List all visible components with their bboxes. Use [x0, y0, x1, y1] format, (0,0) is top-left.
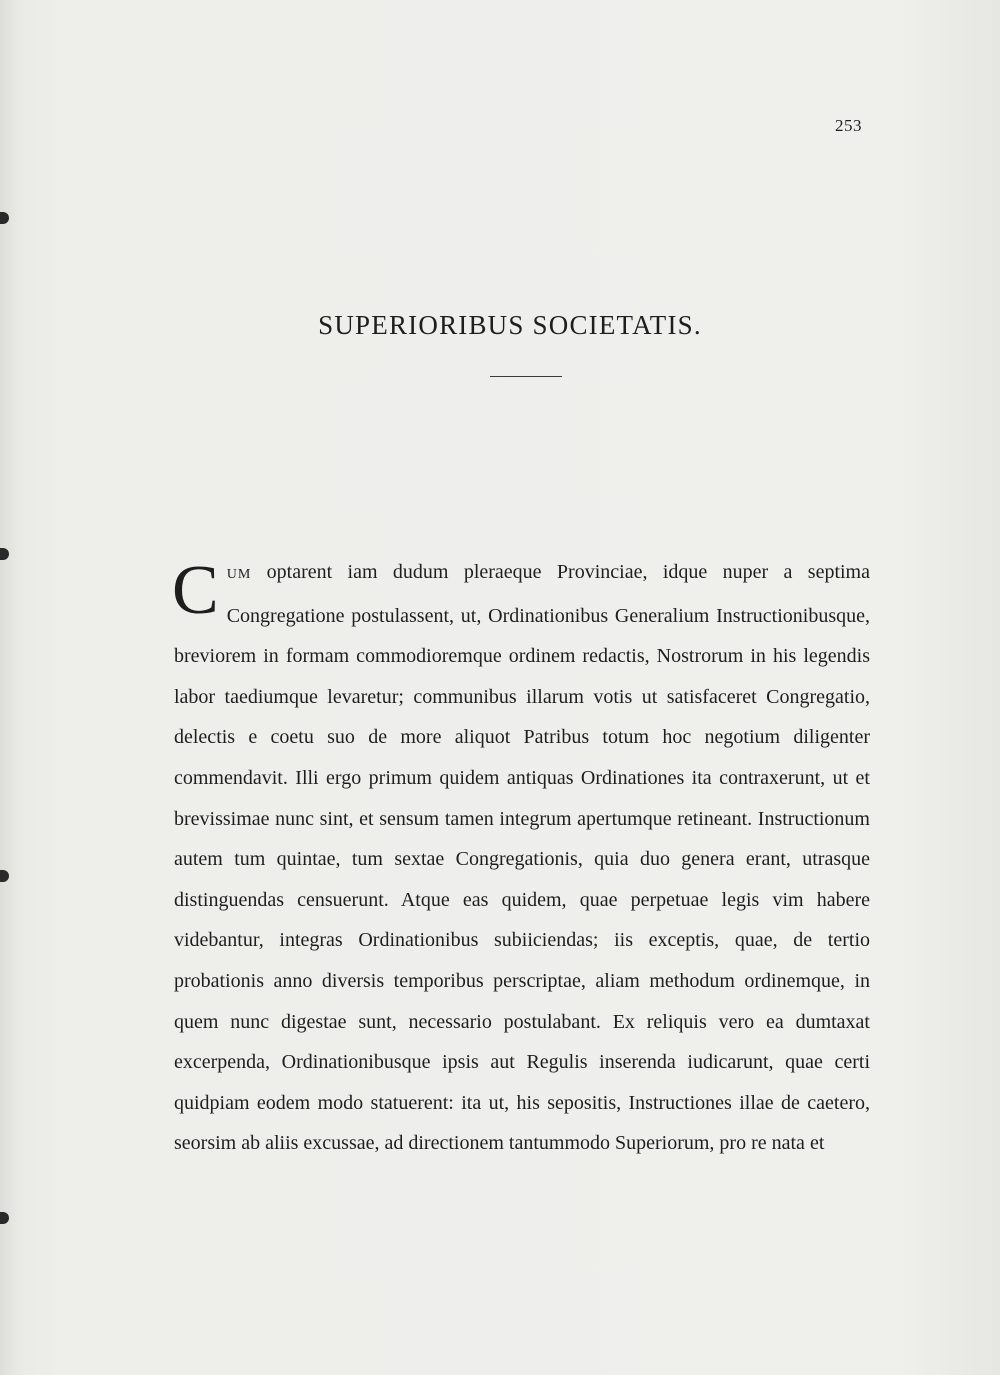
binding-hole — [0, 212, 9, 224]
title-divider — [490, 376, 562, 377]
binding-hole — [0, 1212, 9, 1224]
body-paragraph — [174, 552, 870, 1164]
drop-cap: C — [172, 552, 219, 629]
paragraph-text: optarent iam dudum pleraeque Provinciae, idque nuper a septima Congregatione postulassent, ut, Ordinationibus Generalium Instructionibusque, breviorem in formam commodioremque ordinem redactis, Nostrorum in his legendis labor taediumque levaretur; communibus illarum votis ut satisfaceret Congregatio, delectis e coetu suo de more aliquot Patribus totum hoc negotium diligenter commendavit. Illi ergo primum quidem antiquas Ordinationes ita contraxerunt, ut et brevissimae nunc sint, et sensum tamen integrum apertumque retineant. Instructionum autem tum quintae, tum sextae Congregationis, quia duo genera erant, utrasque distinguendas censuerunt. Atque eas quidem, quae perpetuae legis vim habere videbantur, integras Ordinationibus subiiciendas; iis exceptis, quae, de tertio probationis anno diversis temporibus perscriptae, aliam methodum ordinemque, in quem nunc digestae sunt, necessario postulabant. Ex reliquis vero ea dumtaxat excerpenda, Ordinationibusque ipsis aut Regulis inserenda iudicarunt, quae certi quidpiam eodem modo statuerent: ita ut, his sepositis, Instructiones illae de caetero, seorsim ab aliis excussae, ad directionem tantummodo Superiorum, pro re nata et — [174, 561, 870, 1155]
page-number: 253 — [835, 116, 862, 135]
binding-hole — [0, 870, 9, 882]
page-title: SUPERIORIBUS SOCIETATIS. — [318, 310, 702, 340]
first-word-smallcaps: UM — [226, 567, 252, 582]
binding-hole — [0, 548, 9, 560]
